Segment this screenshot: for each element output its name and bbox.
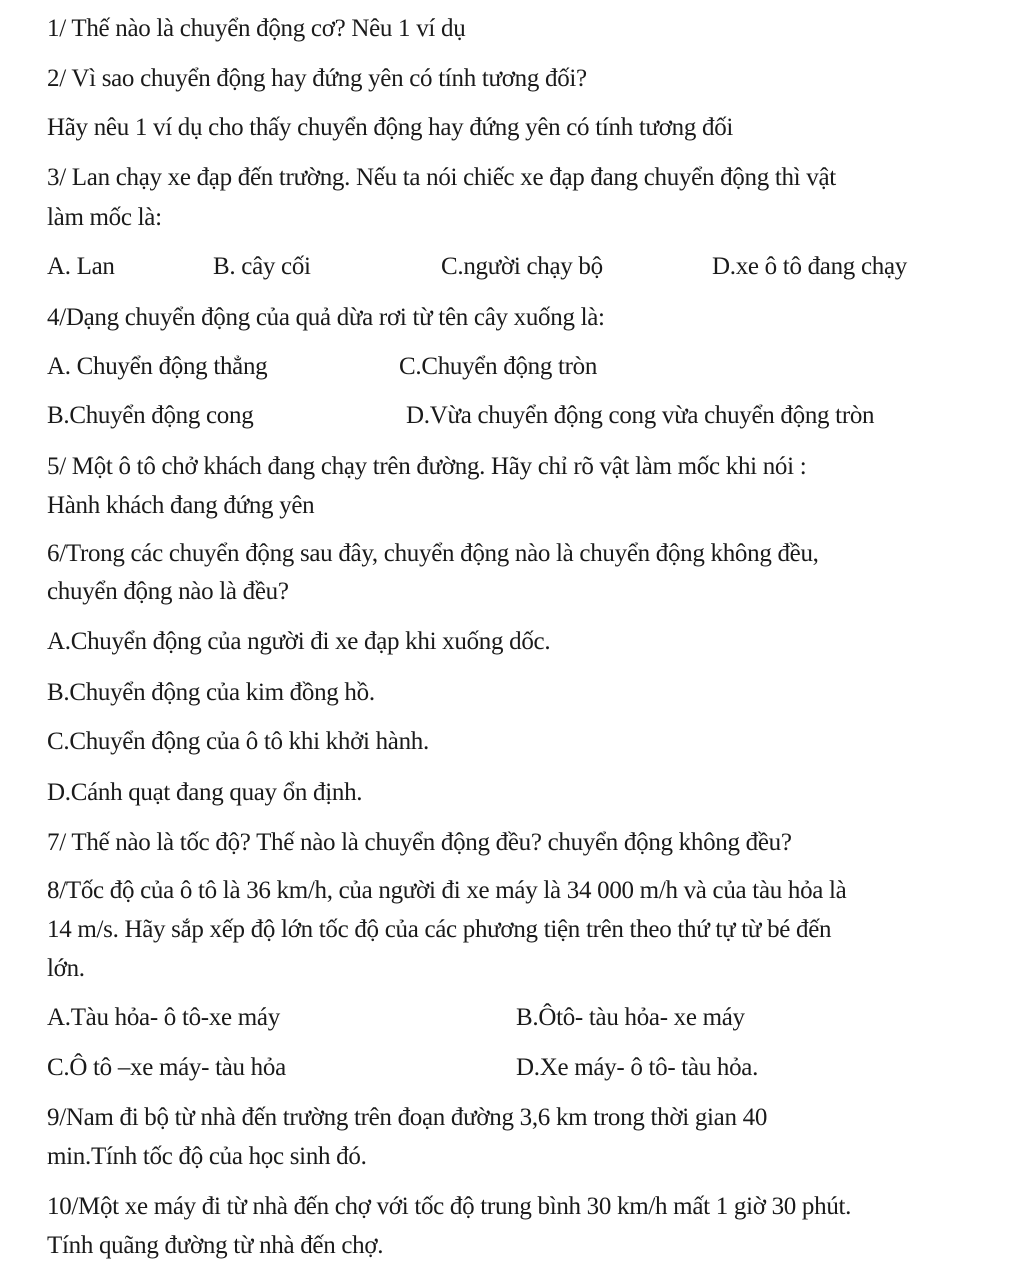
question-8-option-b: B.Ôtô- tàu hỏa- xe máy (516, 1004, 745, 1031)
question-8-line-2: 14 m/s. Hãy sắp xếp độ lớn tốc độ của các phương tiện trên theo thứ tự từ bé đến (47, 916, 832, 943)
question-3-option-c: C.người chạy bộ (441, 253, 603, 280)
question-8-line-1: 8/Tốc độ của ô tô là 36 km/h, của người đi xe máy là 34 000 m/h và của tàu hỏa là (47, 877, 847, 904)
question-4-option-d: D.Vừa chuyển động cong vừa chuyển động tròn (406, 402, 875, 429)
question-4: 4/Dạng chuyển động của quả dừa rơi từ tên cây xuống là: (47, 304, 605, 331)
question-8-option-d: D.Xe máy- ô tô- tàu hỏa. (516, 1054, 759, 1081)
question-6-line-2: chuyển động nào là đều? (47, 578, 289, 605)
question-9-line-1: 9/Nam đi bộ từ nhà đến trường trên đoạn đường 3,6 km trong thời gian 40 (47, 1104, 768, 1131)
question-3-line-1: 3/ Lan chạy xe đạp đến trường. Nếu ta nói chiếc xe đạp đang chuyển động thì vật (47, 164, 836, 191)
question-2-line-2: Hãy nêu 1 ví dụ cho thấy chuyển động hay đứng yên có tính tương đối (47, 114, 734, 141)
question-7: 7/ Thế nào là tốc độ? Thế nào là chuyển động đều? chuyển động không đều? (47, 829, 792, 856)
question-3-option-d: D.xe ô tô đang chạy (712, 253, 907, 280)
question-2-line-1: 2/ Vì sao chuyển động hay đứng yên có tính tương đối? (47, 65, 587, 92)
question-6-option-a: A.Chuyển động của người đi xe đạp khi xuống dốc. (47, 628, 551, 655)
question-3-option-b: B. cây cối (213, 253, 311, 280)
question-9-line-2: min.Tính tốc độ của học sinh đó. (47, 1143, 367, 1170)
question-3-option-a: A. Lan (47, 253, 115, 280)
question-10-line-1: 10/Một xe máy đi từ nhà đến chợ với tốc độ trung bình 30 km/h mất 1 giờ 30 phút. (47, 1193, 852, 1220)
question-5-line-1: 5/ Một ô tô chở khách đang chạy trên đường. Hãy chỉ rõ vật làm mốc khi nói : (47, 453, 807, 480)
question-6-option-c: C.Chuyển động của ô tô khi khởi hành. (47, 728, 429, 755)
question-8-line-3: lớn. (47, 955, 85, 982)
question-8-option-a: A.Tàu hỏa- ô tô-xe máy (47, 1004, 280, 1031)
question-6-option-b: B.Chuyển động của kim đồng hồ. (47, 679, 375, 706)
question-10-line-2: Tính quãng đường từ nhà đến chợ. (47, 1232, 384, 1259)
question-3-line-2: làm mốc là: (47, 204, 162, 231)
question-1: 1/ Thế nào là chuyển động cơ? Nêu 1 ví dụ (47, 15, 466, 42)
question-6-line-1: 6/Trong các chuyển động sau đây, chuyển động nào là chuyển động không đều, (47, 540, 819, 567)
question-6-option-d: D.Cánh quạt đang quay ổn định. (47, 779, 363, 806)
question-4-option-a: A. Chuyển động thẳng (47, 353, 268, 380)
question-4-option-b: B.Chuyển động cong (47, 402, 254, 429)
question-8-option-c: C.Ô tô –xe máy- tàu hỏa (47, 1054, 286, 1081)
question-5-line-2: Hành khách đang đứng yên (47, 492, 315, 519)
question-4-option-c: C.Chuyển động tròn (399, 353, 598, 380)
